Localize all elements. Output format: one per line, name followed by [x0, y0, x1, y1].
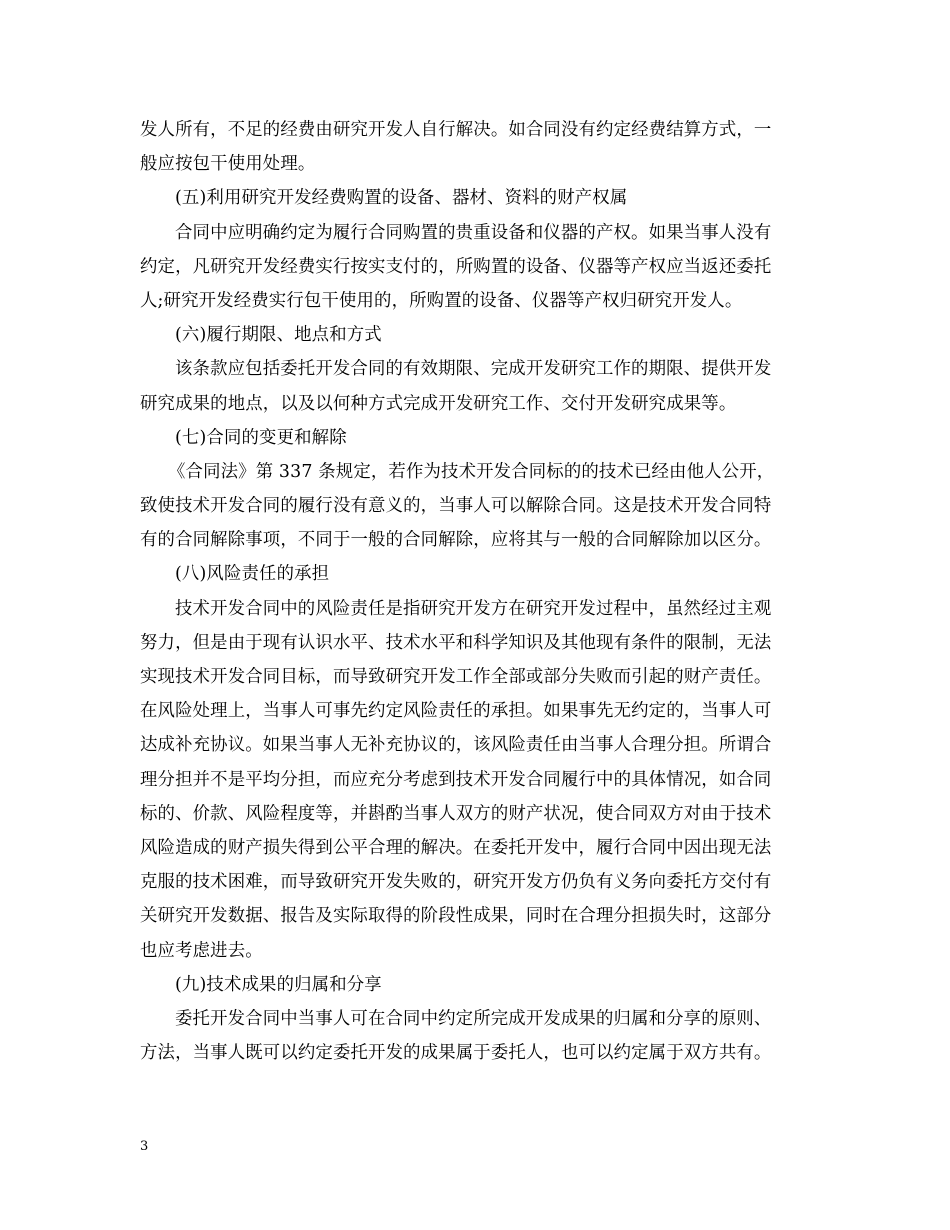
body-text-line: 该条款应包括委托开发合同的有效期限、完成开发研究工作的期限、提供开发: [175, 359, 772, 380]
body-text-line: 研究成果的地点，以及以何种方式完成开发研究工作、交付开发研究成果等。: [140, 393, 737, 414]
body-text-line: 努力，但是由于现有认识水平、技术水平和科学知识及其他现有条件的限制，无法: [140, 632, 772, 653]
body-text-line: 达成补充协议。如果当事人无补充协议的，该风险责任由当事人合理分担。所谓合: [140, 735, 772, 756]
body-text-line: 在风险处理上，当事人可事先约定风险责任的承担。如果事先无约定的，当事人可: [140, 701, 772, 722]
body-text-line: 克服的技术困难，而导致研究开发失败的，研究开发方仍负有义务向委托方交付有: [140, 872, 772, 893]
body-text-line: 发人所有，不足的经费由研究开发人自行解决。如合同没有约定经费结算方式，一: [140, 120, 772, 140]
body-text-line: 方法，当事人既可以约定委托开发的成果属于委托人，也可以约定属于双方共有。: [140, 1043, 772, 1064]
page-number: 3: [140, 1139, 149, 1154]
body-text-line: 理分担并不是平均分担，而应充分考虑到技术开发合同履行中的具体情况，如合同: [140, 769, 772, 790]
body-text-line: 委托开发合同中当事人可在合同中约定所完成开发成果的归属和分享的原则、: [175, 1008, 772, 1029]
body-text-line: 风险造成的财产损失得到公平合理的解决。在委托开发中，履行合同中因出现无法: [140, 837, 772, 858]
section-heading: (八)风险责任的承担: [175, 564, 330, 585]
body-text-line: 约定，凡研究开发经费实行按实支付的，所购置的设备、仪器等产权应当返还委托: [140, 256, 772, 277]
section-heading: (九)技术成果的归属和分享: [175, 974, 382, 995]
document-page: [140, 113, 812, 1070]
section-heading: (五)利用研究开发经费购置的设备、器材、资料的财产权属: [175, 188, 628, 209]
body-text-line: 标的、价款、风险程度等，并斟酌当事人双方的财产状况，使合同双方对由于技术: [140, 803, 772, 824]
body-text-line: 也应考虑进去。: [140, 940, 263, 961]
body-text-line: 般应按包干使用处理。: [140, 154, 316, 175]
body-text-line: 《合同法》第 337 条规定，若作为技术开发合同标的的技术已经由他人公开，: [168, 461, 775, 482]
section-heading: (七)合同的变更和解除: [175, 427, 347, 448]
body-text-line: 致使技术开发合同的履行没有意义的，当事人可以解除合同。这是技术开发合同特: [140, 496, 772, 517]
section-heading: (六)履行期限、地点和方式: [175, 325, 382, 346]
body-text-line: 有的合同解除事项，不同于一般的合同解除，应将其与一般的合同解除加以区分。: [140, 530, 772, 551]
body-text-line: 合同中应明确约定为履行合同购置的贵重设备和仪器的产权。如果当事人没有: [175, 222, 772, 243]
body-text-line: 实现技术开发合同目标，而导致研究开发工作全部或部分失败而引起的财产责任。: [140, 667, 772, 687]
body-text-line: 关研究开发数据、报告及实际取得的阶段性成果，同时在合理分担损失时，这部分: [140, 906, 772, 927]
body-text-line: 人;研究开发经费实行包干使用的，所购置的设备、仪器等产权归研究开发人。: [140, 290, 743, 311]
body-text-line: 技术开发合同中的风险责任是指研究开发方在研究开发过程中，虽然经过主观: [175, 598, 772, 619]
